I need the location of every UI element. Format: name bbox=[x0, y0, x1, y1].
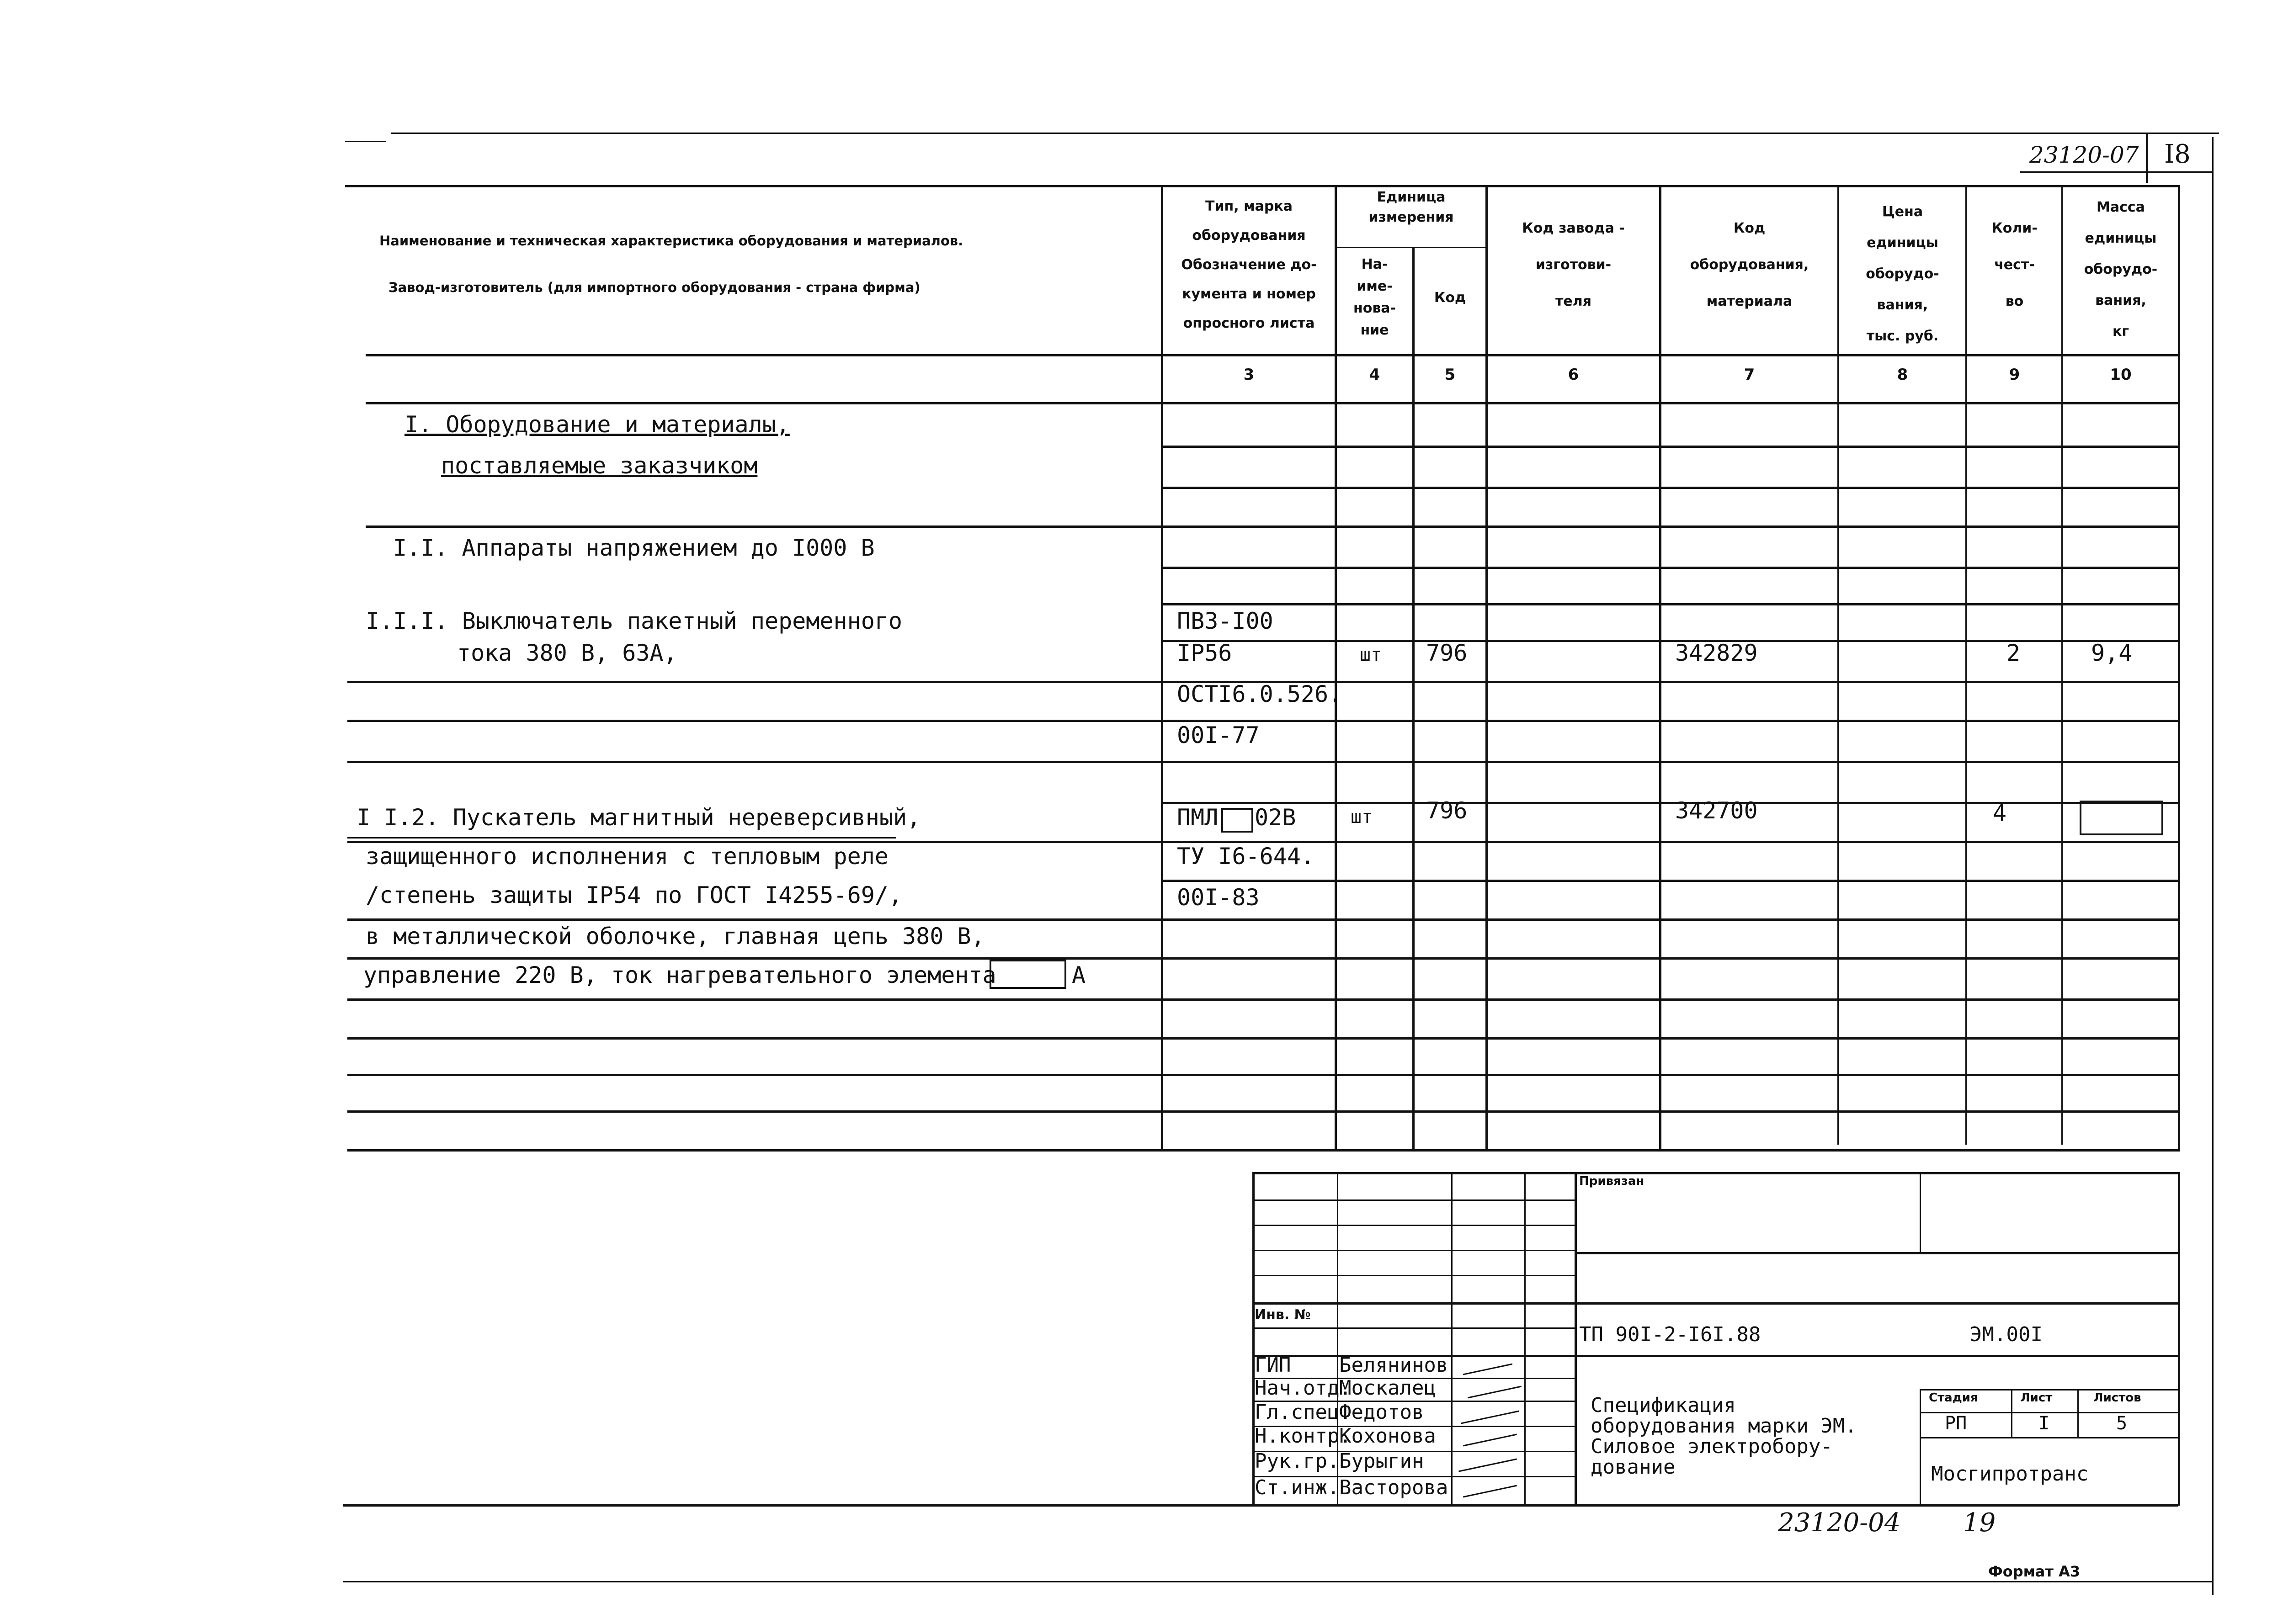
signature-4 bbox=[1463, 1434, 1517, 1447]
role-2: Нач.отд. bbox=[1255, 1376, 1352, 1400]
item2-name-4: в металлической оболочке, главная цепь 380 В, bbox=[366, 923, 985, 950]
role-5: Рук.гр. bbox=[1255, 1449, 1340, 1473]
bottom-code: 23120-04 bbox=[1778, 1508, 1901, 1538]
header-col1-line1: Наименование и техническая характеристика оборудования и материалов. bbox=[379, 233, 963, 249]
header-col7: Код оборудования, материала bbox=[1690, 220, 1809, 309]
item1-equip-code: 342829 bbox=[1675, 640, 1758, 666]
subsection-title: I.I. Аппараты напряжением до I000 В bbox=[393, 535, 875, 561]
section-title-1: I. Оборудование и материалы, bbox=[404, 411, 790, 438]
doc-title-4: дование bbox=[1591, 1455, 1676, 1479]
item1-qty: 2 bbox=[2006, 640, 2021, 666]
col-num-5: 5 bbox=[1444, 366, 1456, 384]
item1-type-4: 00I-77 bbox=[1177, 722, 1260, 748]
header-col6: Код завода - изготови- теля bbox=[1522, 220, 1625, 309]
col-num-4: 4 bbox=[1369, 366, 1380, 384]
col-num-6: 6 bbox=[1568, 366, 1579, 384]
name-3: Федотов bbox=[1339, 1401, 1424, 1424]
item1-type-2: IP56 bbox=[1177, 640, 1232, 666]
doc-title-2: оборудования марки ЭМ. bbox=[1591, 1414, 1857, 1438]
project-code: ТП 90I-2-I6I.88 bbox=[1579, 1323, 1761, 1346]
item2-name-5b: А bbox=[1072, 962, 1086, 988]
item1-name-2: тока 380 В, 63А, bbox=[457, 640, 677, 666]
inv-no-label: Инв. № bbox=[1255, 1307, 1311, 1323]
header-col5: Код bbox=[1434, 290, 1466, 306]
col-num-3: 3 bbox=[1243, 366, 1255, 384]
signature-5 bbox=[1458, 1459, 1517, 1472]
item2-type-1b: 02В bbox=[1255, 804, 1296, 831]
item2-name-2: защищенного исполнения с тепловым реле bbox=[366, 843, 889, 870]
header-col1-line2: Завод-изготовитель (для импортного оборудования - страна фирма) bbox=[388, 280, 921, 295]
header-col8: Цена единицы оборудо- вания, тыс. руб. bbox=[1866, 204, 1939, 344]
item2-type-1a: ПМЛ bbox=[1177, 804, 1219, 831]
signature-6 bbox=[1463, 1485, 1517, 1498]
item2-unit-code: 796 bbox=[1426, 797, 1468, 824]
role-6: Ст.инж. bbox=[1255, 1476, 1340, 1499]
col-num-8: 8 bbox=[1897, 366, 1908, 384]
doc-title-1: Спецификация bbox=[1591, 1394, 1736, 1417]
item2-name-1: I I.2. Пускатель магнитный нереверсивный, bbox=[357, 804, 921, 831]
bottom-page: 19 bbox=[1963, 1508, 1996, 1538]
role-4: Н.контр. bbox=[1255, 1424, 1352, 1448]
header-col4: На- име- нова- ние bbox=[1353, 256, 1396, 338]
col-num-7: 7 bbox=[1744, 366, 1755, 384]
name-2: Москалец bbox=[1339, 1376, 1436, 1400]
stage-value: РП bbox=[1945, 1413, 1967, 1434]
doc-title-3: Силовое электробору- bbox=[1591, 1435, 1833, 1458]
item1-unit: шт bbox=[1360, 644, 1382, 665]
sheet-label: Лист bbox=[2020, 1391, 2053, 1405]
signature-3 bbox=[1461, 1411, 1519, 1424]
item2-unit: шт bbox=[1351, 807, 1373, 828]
sheet-value: I bbox=[2038, 1413, 2050, 1434]
item2-name-5a: управление 220 В, ток нагревательного элемента bbox=[363, 962, 996, 988]
stage-label: Стадия bbox=[1929, 1391, 1978, 1405]
item1-name-1: I.I.I. Выключатель пакетный переменного bbox=[366, 608, 902, 634]
organization: Мосгипротранс bbox=[1931, 1462, 2089, 1486]
type-blank bbox=[1221, 808, 1253, 833]
col-num-9: 9 bbox=[2009, 366, 2020, 384]
item1-type-3: ОСТI6.0.526. bbox=[1177, 681, 1342, 707]
signature-1 bbox=[1463, 1364, 1512, 1375]
sheet-number: I8 bbox=[2164, 139, 2191, 169]
sheets-value: 5 bbox=[2116, 1413, 2128, 1434]
item2-qty: 4 bbox=[1993, 800, 2007, 826]
name-6: Васторова bbox=[1339, 1476, 1448, 1499]
top-code: 23120-07 bbox=[2029, 142, 2139, 168]
heater-current-blank bbox=[990, 960, 1066, 989]
section-title-2: поставляемые заказчиком bbox=[441, 452, 758, 479]
item2-equip-code: 342700 bbox=[1675, 797, 1758, 824]
item1-unit-code: 796 bbox=[1426, 640, 1468, 666]
document-mark: ЭМ.00I bbox=[1970, 1323, 2043, 1346]
role-3: Гл.спец. bbox=[1255, 1401, 1352, 1424]
name-1: Белянинов bbox=[1339, 1353, 1448, 1377]
item2-type-2: ТУ I6-644. bbox=[1177, 843, 1315, 870]
item2-type-3: 00I-83 bbox=[1177, 884, 1260, 911]
privyazan-label: Привязан bbox=[1579, 1174, 1644, 1188]
header-col3: Тип, марка оборудования Обозначение до- кумента и номер опросного листа bbox=[1181, 198, 1317, 331]
signature-2 bbox=[1468, 1386, 1522, 1399]
name-4: Кохонова bbox=[1339, 1424, 1436, 1448]
col-num-10: 10 bbox=[2110, 366, 2132, 384]
header-col9: Коли- чест- во bbox=[1991, 220, 2038, 309]
item1-mass: 9,4 bbox=[2091, 640, 2133, 666]
item1-type-1: ПВЗ-I00 bbox=[1177, 608, 1273, 634]
item2-name-3: /степень защиты IP54 по ГОСТ I4255-69/, bbox=[366, 882, 902, 908]
name-5: Бурыгин bbox=[1339, 1449, 1424, 1473]
mass-blank bbox=[2080, 801, 2163, 835]
role-1: ГИП bbox=[1255, 1353, 1291, 1377]
sheets-label: Листов bbox=[2093, 1391, 2141, 1405]
format-label: Формат А3 bbox=[1988, 1563, 2081, 1580]
header-col10: Масса единицы оборудо- вания, кг bbox=[2084, 199, 2158, 340]
header-unit: Единица измерения bbox=[1368, 189, 1454, 225]
